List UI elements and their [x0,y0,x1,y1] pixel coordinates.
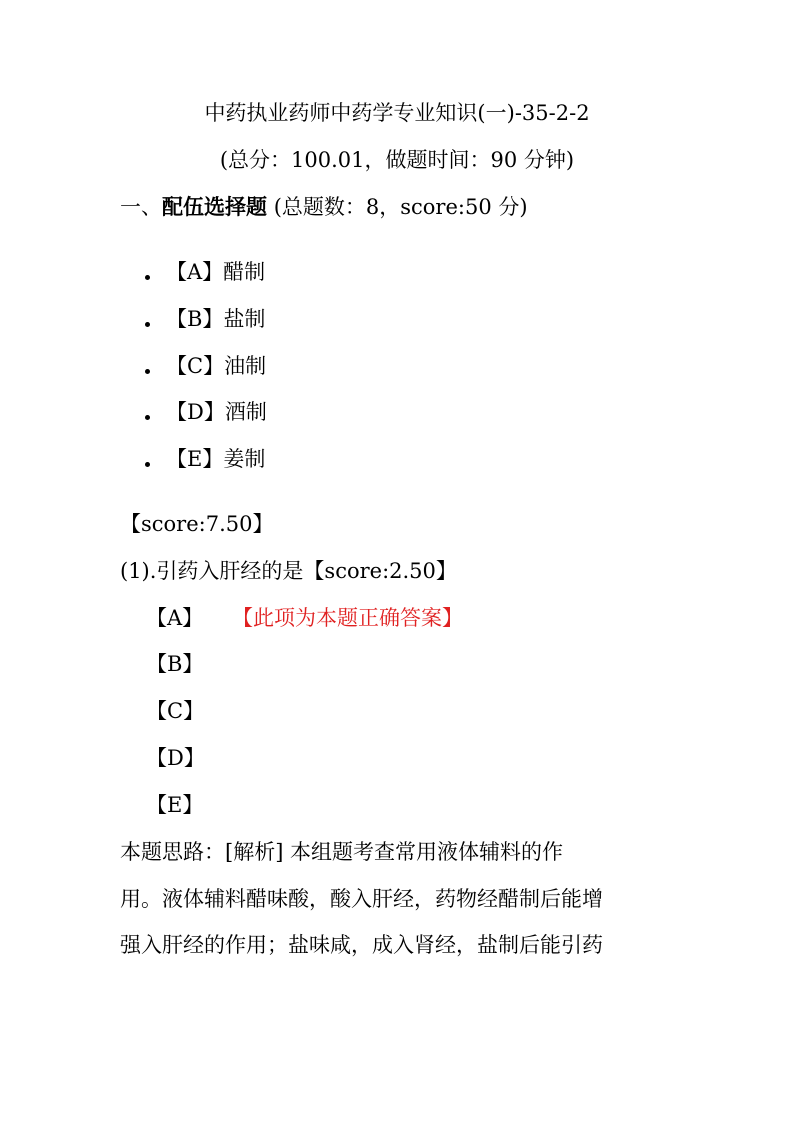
option-label: 【C】 [166,354,225,378]
explanation-line: 强入肝经的作用；盐味咸，成入肾经，盐制后能引药 [120,933,603,957]
option-text: 盐制 [223,307,266,331]
option-text: 姜制 [223,447,266,471]
option-text: 醋制 [223,260,266,284]
option-label: 【D】 [166,400,225,424]
answer-label: 【D】 [146,746,205,770]
section-meta: (总题数：8，score:50 分) [273,195,528,219]
answer-label: 【C】 [146,699,205,723]
bullet-icon [145,322,150,327]
answer-label: 【B】 [146,652,204,676]
answer-label: 【E】 [146,793,204,817]
option-a [166,259,265,285]
answer-label: 【A】 [146,606,204,630]
option-label: 【A】 [166,260,224,284]
option-e [166,446,265,472]
section-name: 配伍选择题 [162,194,267,219]
option-b [166,306,265,332]
document-subtitle: (总分：100.01，做题时间：90 分钟) [219,148,575,172]
document-title: 中药执业药师中药学专业知识(一)-35-2-2 [204,101,590,125]
answer-e [146,792,203,818]
explanation-line: 本题思路：[解析] 本组题考查常用液体辅料的作 [120,840,564,864]
option-label: 【E】 [166,447,224,471]
question-text: (1).引药入肝经的是【score:2.50】 [120,559,457,583]
answer-d [146,745,205,771]
bullet-icon [145,415,150,420]
option-label: 【B】 [166,307,224,331]
option-text: 酒制 [224,400,267,424]
answer-b [146,651,203,677]
section-heading [120,194,528,220]
option-text: 油制 [224,354,267,378]
section-number: 一、 [120,195,162,219]
group-score: 【score:7.50】 [120,512,274,536]
bullet-icon [145,275,150,280]
bullet-icon [145,462,150,467]
option-c [166,353,266,379]
explanation-line: 用。液体辅料醋味酸，酸入肝经，药物经醋制后能增 [120,887,603,911]
bullet-icon [145,369,150,374]
answer-c [146,698,204,724]
answer-a [146,605,463,631]
correct-answer-note: 【此项为本题正确答案】 [232,606,463,630]
option-d [166,399,267,425]
